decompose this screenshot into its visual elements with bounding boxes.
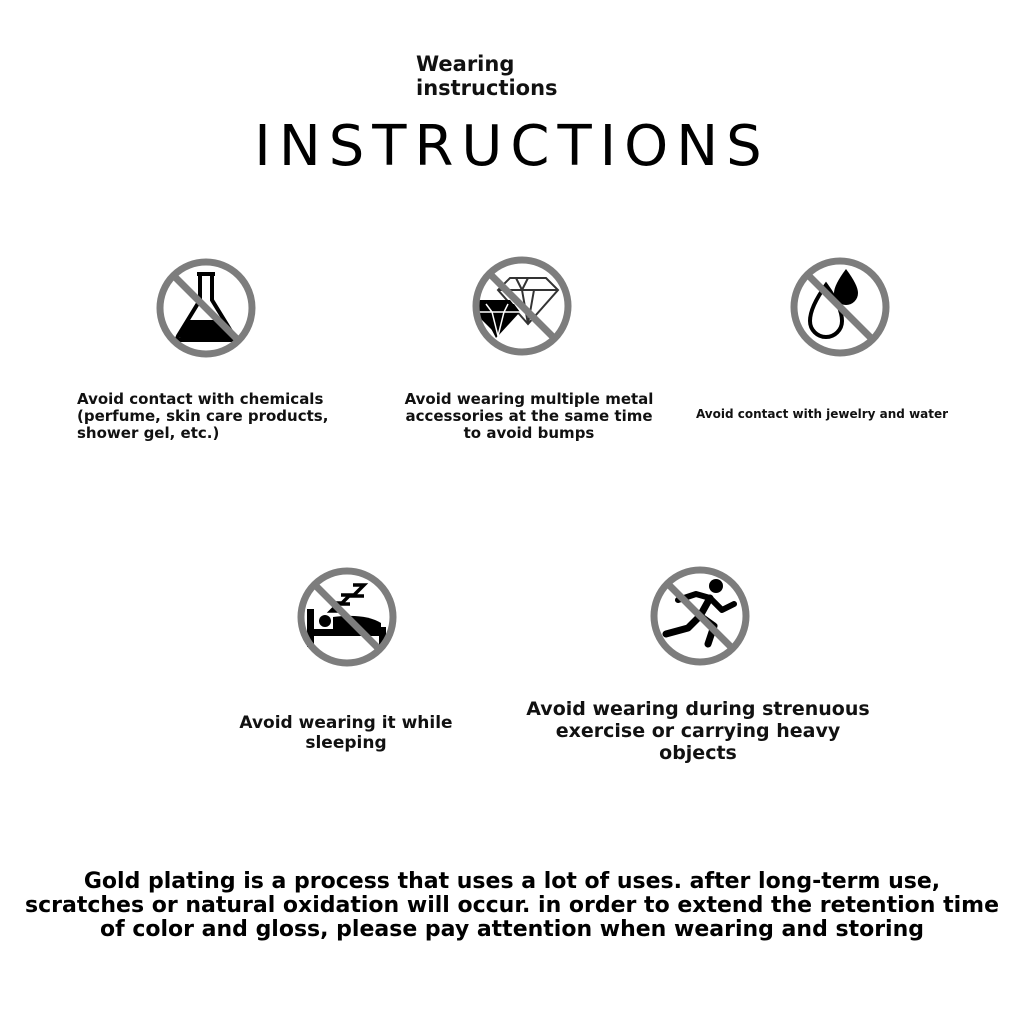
item-caption-water: Avoid contact with jewelry and water [695,407,949,421]
page-title: INSTRUCTIONS [254,114,770,179]
footer-note: Gold plating is a process that uses a lot of uses. after long-term use, scratches or natural oxidation will occur. in order to extend the retention time of color and gloss, please pay attention when wearing and storing [25,869,999,942]
no-running-icon [648,564,752,668]
no-water-drop-icon [788,255,892,359]
no-multiple-diamonds-icon [470,254,574,358]
item-caption-diamonds: Avoid wearing multiple metal accessories at the same time to avoid bumps [404,390,654,442]
no-chemicals-flask-icon [154,256,258,360]
item-caption-chemicals: Avoid contact with chemicals (perfume, skin care products, shower gel, etc.) [77,390,329,442]
subtitle: Wearing instructions [416,52,558,100]
item-caption-running: Avoid wearing during strenuous exercise or carrying heavy objects [526,698,870,764]
no-sleeping-icon [295,565,399,669]
item-caption-sleeping: Avoid wearing it while sleeping [239,713,453,753]
